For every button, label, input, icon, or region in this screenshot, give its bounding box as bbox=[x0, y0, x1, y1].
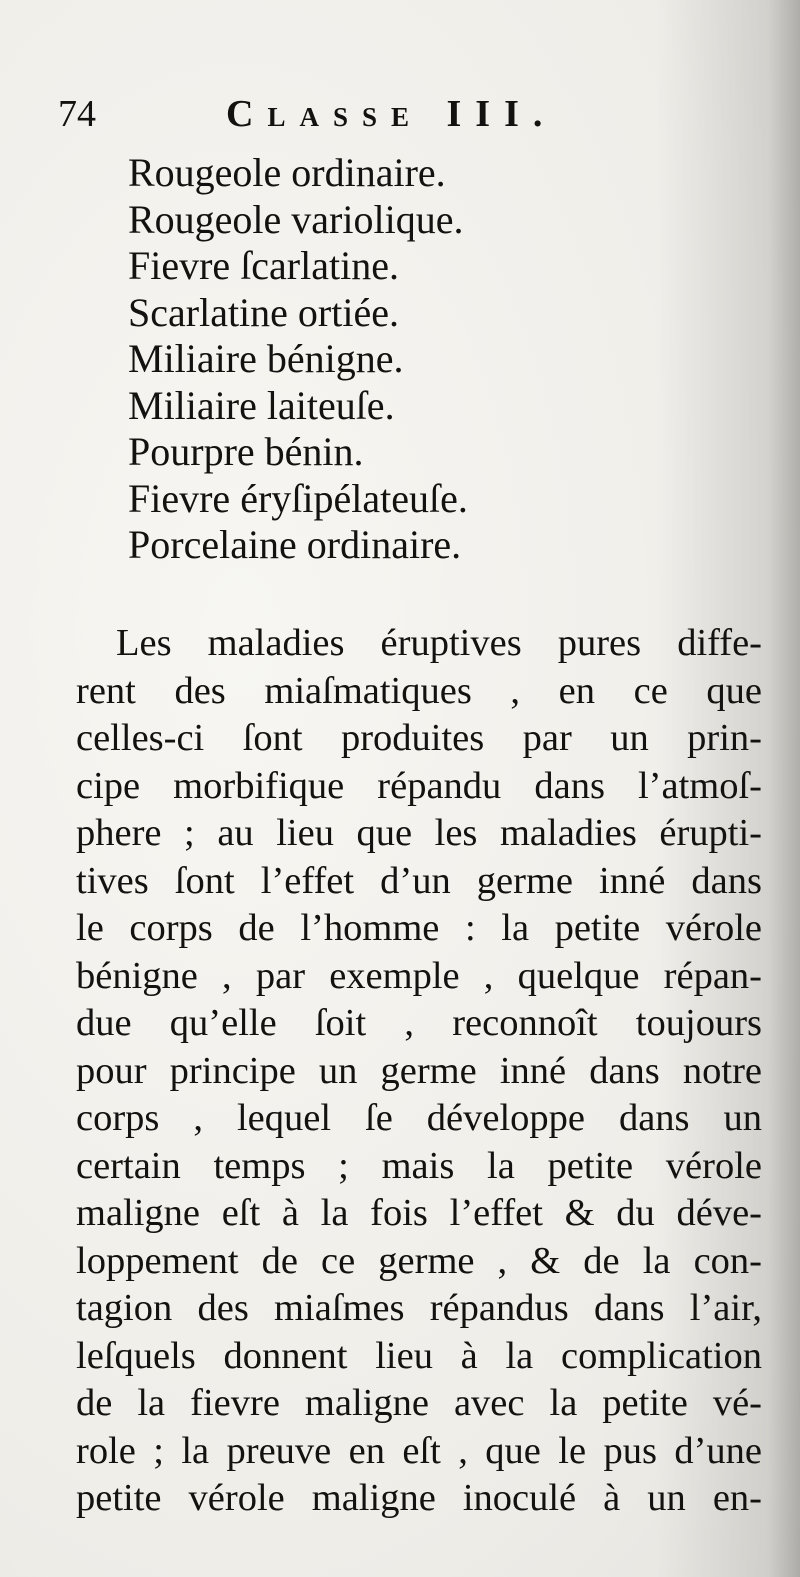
paragraph-line: le corps de l’homme : la petite vérole bbox=[76, 907, 762, 949]
paragraph-line: bénigne , par exemple , quelque répan- bbox=[76, 954, 762, 997]
paragraph-line: petite vérole maligne inoculé à un en- bbox=[76, 1477, 762, 1519]
list-item: Rougeole variolique. bbox=[128, 196, 464, 242]
paragraph-line: tives ſont l’effet d’un germe inné dans bbox=[76, 859, 762, 902]
paragraph-line: maligne eſt à la fois l’effet & du déve- bbox=[76, 1192, 762, 1234]
list-item: Fievre ſcarlatine. bbox=[128, 243, 399, 288]
paragraph-line: due qu’elle ſoit , reconnoît toujours bbox=[76, 1002, 762, 1044]
paragraph-line: loppement de ce germe , & de la con- bbox=[76, 1239, 762, 1282]
list-item: Rougeole ordinaire. bbox=[128, 150, 446, 195]
paragraph-line: leſquels donnent lieu à la complication bbox=[76, 1334, 762, 1377]
disease-list bbox=[128, 150, 748, 569]
list-item: Scarlatine ortiée. bbox=[128, 289, 399, 335]
paragraph-line: corps , lequel ſe développe dans un bbox=[76, 1097, 762, 1139]
paragraph-line: certain temps ; mais la petite vérole bbox=[76, 1144, 762, 1187]
list-item: Porcelaine ordinaire. bbox=[128, 522, 462, 567]
paragraph-line: Les maladies éruptives pures diffe- bbox=[116, 622, 762, 664]
paragraph-line: cipe morbifique répandu dans l’atmoſ- bbox=[76, 764, 762, 807]
page-header bbox=[58, 92, 778, 148]
paragraph-line: rent des miaſmatiques , en ce que bbox=[76, 669, 762, 712]
paragraph-line: phere ; au lieu que les maladies érupti- bbox=[76, 812, 762, 854]
body-paragraph bbox=[76, 620, 762, 1523]
page-number: 74 bbox=[58, 93, 96, 135]
paragraph-line: role ; la preuve en eſt , que le pus d’une bbox=[76, 1429, 762, 1472]
paragraph-line: celles-ci ſont produites par un prin- bbox=[76, 717, 762, 759]
paragraph-line: tagion des miaſmes répandus dans l’air, bbox=[76, 1287, 762, 1329]
running-head: Classe III. bbox=[226, 93, 557, 135]
list-item: Miliaire laiteuſe. bbox=[128, 382, 395, 428]
list-item: Pourpre bénin. bbox=[128, 429, 364, 474]
paragraph-line: de la fievre maligne avec la petite vé- bbox=[76, 1382, 762, 1424]
paragraph-line: pour principe un germe inné dans notre bbox=[76, 1049, 762, 1092]
list-item: Fievre éryſipélateuſe. bbox=[128, 475, 468, 521]
list-item: Miliaire bénigne. bbox=[128, 336, 404, 381]
